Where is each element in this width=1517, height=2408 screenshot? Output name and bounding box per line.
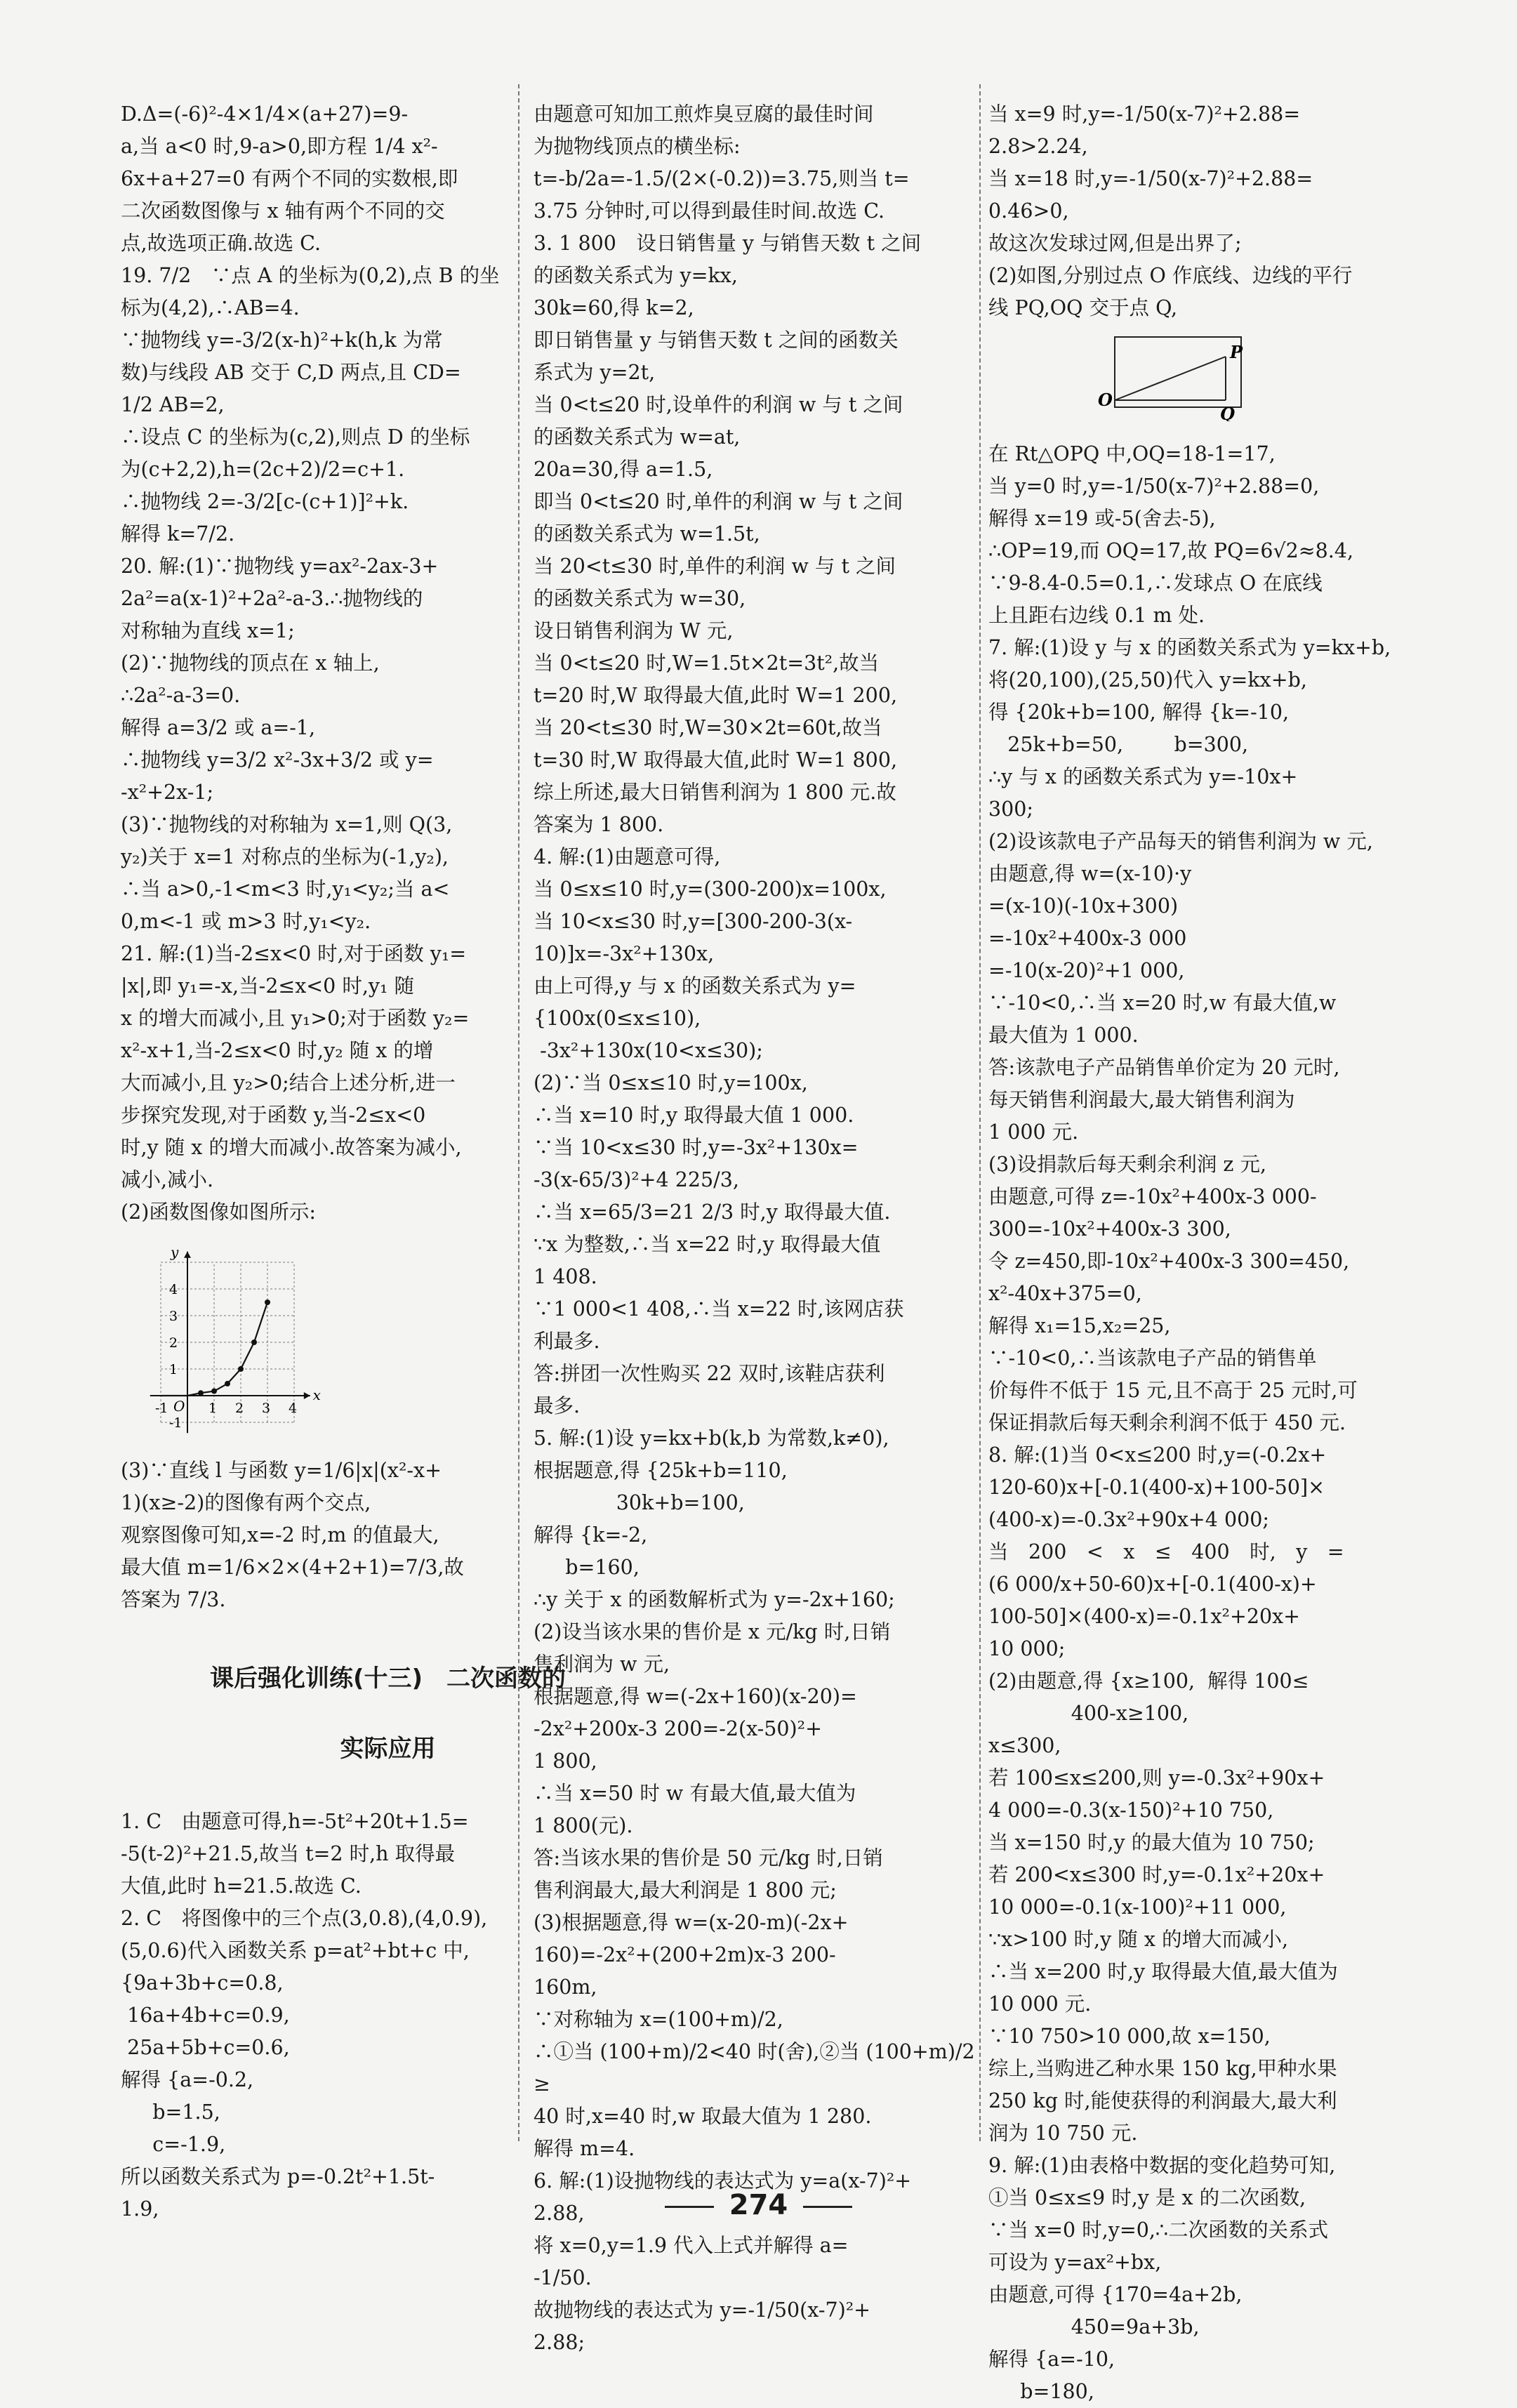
text-line: 润为 10 750 元. (988, 2122, 1138, 2145)
text-line: 观察图像可知,x=-2 时,m 的值最大, (121, 1523, 439, 1547)
text-line: 解得 m=4. (534, 2137, 635, 2160)
text-line: 1 000 元. (988, 1120, 1079, 1144)
x-axis-arrow (304, 1392, 310, 1399)
text-line: x²-x+1,当-2≤x<0 时,y₂ 随 x 的增 (121, 1039, 434, 1062)
function-graph (121, 1234, 605, 1448)
text-line: ∴y 与 x 的函数关系式为 y=-10x+ (988, 765, 1298, 788)
text-line: 解得 {k=-2, (534, 1523, 648, 1547)
text-line: 为抛物线顶点的横坐标: (534, 135, 741, 158)
text-line: 可设为 y=ax²+bx, (988, 2251, 1162, 2274)
text-line: 解得 a=3/2 或 a=-1, (121, 716, 316, 739)
text-line: 5. 解:(1)设 y=kx+b(k,b 为常数,k≠0), (534, 1427, 889, 1450)
text-line: 最大值为 1 000. (988, 1024, 1139, 1047)
text-line: 保证捐款后每天剩余利润不低于 450 元. (988, 1411, 1346, 1434)
text-line: 6x+a+27=0 有两个不同的实数根,即 (121, 167, 458, 190)
text-line: 1 800, (534, 1749, 597, 1773)
text-line: 设日销售利润为 W 元, (534, 619, 734, 642)
text-line: 由题意,可得 {170=4a+2b, (988, 2283, 1243, 2306)
text-line: 当 0<t≤20 时,设单件的利润 w 与 t 之间 (534, 393, 903, 416)
y-axis-label: y (171, 1243, 179, 1261)
solution-21-part3 (121, 1455, 605, 1616)
text-line: 1)(x≥-2)的图像有两个交点, (121, 1491, 371, 1514)
section-title-line2: 实际应用 (340, 1735, 436, 1763)
text-line: 解得 k=7/2. (121, 522, 235, 545)
text-line: 10 000; (988, 1637, 1066, 1660)
text-line: 30k=60,得 k=2, (534, 296, 694, 319)
text-line: 由题意,得 w=(x-10)·y (988, 862, 1192, 885)
x-tick-label: 4 (289, 1401, 298, 1416)
text-line: -3(x-65/3)²+4 225/3, (534, 1168, 739, 1191)
text-line: 的函数关系式为 w=at, (534, 425, 741, 449)
text-line: 30k+b=100, (534, 1491, 745, 1514)
text-line: 1. C 由题意可得,h=-5t²+20t+1.5= (121, 1810, 469, 1833)
text-line: (5,0.6)代入函数关系 p=at²+bt+c 中, (121, 1939, 470, 1962)
text-line: 最多. (534, 1394, 581, 1417)
text-line: 售利润最大,最大利润是 1 800 元; (534, 1879, 837, 1902)
text-line: 300=-10x²+400x-3 300, (988, 1217, 1231, 1241)
text-line: ∴当 x=50 时 w 有最大值,最大值为 (534, 1782, 856, 1805)
x-tick-label: 1 (208, 1401, 218, 1416)
x-tick-label: -1 (155, 1401, 168, 1416)
text-line: ∴设点 C 的坐标为(c,2),则点 D 的坐标 (121, 425, 470, 449)
text-line: 最大值 m=1/6×2×(4+2+1)=7/3,故 (121, 1556, 464, 1579)
text-line: (2)∵抛物线的顶点在 x 轴上, (121, 651, 380, 675)
text-line: ∵-10<0,∴当 x=20 时,w 有最大值,w (988, 991, 1337, 1014)
text-line: t=20 时,W 取得最大值,此时 W=1 200, (534, 684, 898, 707)
text-line: 250 kg 时,能使获得的利润最大,最大利 (988, 2089, 1337, 2112)
text-line: 100-50]×(400-x)=-0.1x²+20x+ (988, 1605, 1301, 1628)
text-line: 系式为 y=2t, (534, 361, 656, 384)
text-line: 为(c+2,2),h=(2c+2)/2=c+1. (121, 458, 405, 481)
court-rectangle-svg (1094, 330, 1262, 421)
text-line: 10 000=-0.1(x-100)²+11 000, (988, 1896, 1287, 1919)
text-line: (3)∵抛物线的对称轴为 x=1,则 Q(3, (121, 813, 453, 836)
text-line: 当 0<t≤20 时,W=1.5t×2t=3t²,故当 (534, 651, 880, 675)
text-line: 21. 解:(1)当-2≤x<0 时,对于函数 y₁= (121, 942, 467, 965)
text-line: 25k+b=50, b=300, (988, 733, 1249, 756)
text-line: a,当 a<0 时,9-a>0,即方程 1/4 x²- (121, 135, 438, 158)
text-line: 答:该款电子产品销售单价定为 20 元时, (988, 1056, 1340, 1079)
text-line: ∵对称轴为 x=(100+m)/2, (534, 2008, 783, 2031)
text-line: 10)]x=-3x²+130x, (534, 942, 715, 965)
column-left (121, 98, 605, 2225)
text-line: ∴当 x=200 时,y 取得最大值,最大值为 (988, 1960, 1338, 1983)
text-line: ∴当 x=65/3=21 2/3 时,y 取得最大值. (534, 1200, 891, 1224)
text-line: ①当 0≤x≤9 时,y 是 x 的二次函数, (988, 2186, 1306, 2209)
x-tick-label: 3 (262, 1401, 271, 1416)
text-line: D.Δ=(-6)²-4×1/4×(a+27)=9- (121, 102, 409, 126)
text-line: 上且距右边线 0.1 m 处. (988, 604, 1205, 627)
text-line: 时,y 随 x 的增大而减小.故答案为减小, (121, 1136, 462, 1159)
text-line: (2)设当该水果的售价是 x 元/kg 时,日销 (534, 1620, 891, 1643)
y-tick-label: 4 (169, 1282, 178, 1297)
text-line: 9. 解:(1)由表格中数据的变化趋势可知, (988, 2154, 1336, 2177)
label-o: O (1098, 390, 1113, 410)
text-line: -1/50. (534, 2266, 592, 2289)
text-line: 解得 x₁=15,x₂=25, (988, 1314, 1171, 1337)
text-line: (2)∵当 0≤x≤10 时,y=100x, (534, 1071, 808, 1094)
text-line: 2.88; (534, 2331, 585, 2354)
text-line: 2.88, (534, 2202, 585, 2225)
text-line: ∴抛物线 2=-3/2[c-(c+1)]²+k. (121, 490, 409, 513)
y-axis-arrow (184, 1252, 191, 1258)
text-line: b=160, (534, 1556, 640, 1579)
y-tick-label: 3 (169, 1309, 178, 1324)
text-line: ∵当 x=0 时,y=0,∴二次函数的关系式 (988, 2218, 1329, 2242)
section-title-line1: 课后强化训练(十三) 二次函数的 (209, 1665, 567, 1693)
text-line: 售利润为 w 元, (534, 1653, 670, 1676)
text-line: 答案为 7/3. (121, 1588, 226, 1611)
text-line: ∴2a²-a-3=0. (121, 684, 241, 707)
text-line: 由题意,可得 z=-10x²+400x-3 000- (988, 1185, 1317, 1208)
text-line: 减小,减小. (121, 1168, 214, 1191)
curve-point (198, 1390, 204, 1396)
solutions-2-6 (534, 98, 983, 2359)
text-line: ∴当 a>0,-1<m<3 时,y₁<y₂;当 a< (121, 878, 450, 901)
text-line: 10 000 元. (988, 1992, 1092, 2016)
text-line: 的函数关系式为 w=1.5t, (534, 522, 760, 545)
text-line: =(x-10)(-10x+300) (988, 894, 1179, 918)
label-q: Q (1220, 404, 1235, 421)
text-line: 当 y=0 时,y=-1/50(x-7)²+2.88=0, (988, 475, 1320, 498)
text-line: 3.75 分钟时,可以得到最佳时间.故选 C. (534, 199, 885, 223)
text-line: 若 200<x≤300 时,y=-0.1x²+20x+ (988, 1863, 1325, 1886)
text-line: ∴当 x=10 时,y 取得最大值 1 000. (534, 1104, 854, 1127)
text-line: 解得 x=19 或-5(舍去-5), (988, 507, 1216, 530)
text-line: 2a²=a(x-1)²+2a²-a-3.∴抛物线的 (121, 587, 423, 610)
text-line: ∴抛物线 y=3/2 x²-3x+3/2 或 y= (121, 748, 434, 772)
text-line: 3. 1 800 设日销售量 y 与销售天数 t 之间 (534, 232, 922, 255)
text-line: ∵抛物线 y=-3/2(x-h)²+k(h,k 为常 (121, 329, 443, 352)
text-line: 当 x=150 时,y 的最大值为 10 750; (988, 1831, 1315, 1854)
origin-label: O (173, 1398, 185, 1415)
text-line: ∵x 为整数,∴当 x=22 时,y 取得最大值 (534, 1233, 881, 1256)
text-line: 120-60)x+[-0.1(400-x)+100-50]× (988, 1476, 1325, 1499)
x-axis-label: x (312, 1387, 321, 1403)
text-line: x²-40x+375=0, (988, 1282, 1142, 1305)
text-line: 步探究发现,对于函数 y,当-2≤x<0 (121, 1104, 426, 1127)
text-line: (2)设该款电子产品每天的销售利润为 w 元, (988, 830, 1373, 853)
text-line: ∵10 750>10 000,故 x=150, (988, 2025, 1271, 2048)
text-line: 20a=30,得 a=1.5, (534, 458, 713, 481)
text-line: 线 PQ,OQ 交于点 Q, (988, 296, 1178, 319)
text-line: 0,m<-1 或 m>3 时,y₁<y₂. (121, 910, 371, 933)
y-tick-label: 1 (169, 1362, 178, 1377)
text-line: 在 Rt△OPQ 中,OQ=18-1=17, (988, 442, 1276, 465)
text-line: 根据题意,得 w=(-2x+160)(x-20)= (534, 1685, 857, 1708)
text-line: b=180, (988, 2380, 1094, 2403)
text-line: ∵1 000<1 408,∴当 x=22 时,该网店获 (534, 1297, 904, 1321)
text-line: 当 10<x≤30 时,y=[300-200-3(x- (534, 910, 853, 933)
text-line: 将(20,100),(25,50)代入 y=kx+b, (988, 668, 1307, 692)
text-line: 大值,此时 h=21.5.故选 C. (121, 1874, 362, 1898)
text-line: 1 408. (534, 1265, 597, 1288)
text-line: 当 0≤x≤10 时,y=(300-200)x=100x, (534, 878, 887, 901)
text-line: 解得 {a=-0.2, (121, 2068, 254, 2091)
text-line: 300; (988, 798, 1033, 821)
text-line: ∵-10<0,∴当该款电子产品的销售单 (988, 1347, 1317, 1370)
text-line: (3)∵直线 l 与函数 y=1/6|x|(x²-x+ (121, 1459, 442, 1482)
text-line: -3x²+130x(10<x≤30); (534, 1039, 763, 1062)
section-title (121, 1626, 605, 1801)
text-line: 故这次发球过网,但是出界了; (988, 232, 1242, 255)
text-line: 1/2 AB=2, (121, 393, 225, 416)
solutions-19-21 (121, 98, 605, 1229)
page-number: 274 (729, 2189, 788, 2221)
text-line: 每天销售利润最大,最大销售利润为 (988, 1088, 1295, 1111)
text-line: 当 200 < x ≤ 400 时, y = (988, 1540, 1344, 1563)
text-line: 由上可得,y 与 x 的函数关系式为 y= (534, 974, 856, 998)
text-line: 当 x=18 时,y=-1/50(x-7)²+2.88= (988, 167, 1313, 190)
solutions-6-9 (988, 438, 1473, 2408)
text-line: 4 000=-0.3(x-150)²+10 750, (988, 1799, 1274, 1822)
text-line: 当 x=9 时,y=-1/50(x-7)²+2.88= (988, 102, 1301, 126)
text-line: 价每件不低于 15 元,且不高于 25 元时,可 (988, 1379, 1358, 1402)
text-line: -x²+2x-1; (121, 781, 214, 804)
text-line: t=30 时,W 取得最大值,此时 W=1 800, (534, 748, 898, 772)
text-line: 答案为 1 800. (534, 813, 664, 836)
text-line: 综上,当购进乙种水果 150 kg,甲种水果 (988, 2057, 1337, 2080)
text-line: (6 000/x+50-60)x+[-0.1(400-x)+ (988, 1573, 1317, 1596)
text-line: 二次函数图像与 x 轴有两个不同的交 (121, 199, 445, 223)
x-tick-label: 2 (235, 1401, 244, 1416)
text-line: 40 时,x=40 时,w 取最大值为 1 280. (534, 2105, 872, 2128)
curve-point (265, 1299, 270, 1305)
text-line: 根据题意,得 {25k+b=110, (534, 1459, 788, 1482)
text-line: 大而减小,且 y₂>0;结合上述分析,进一 (121, 1071, 456, 1094)
page-footer (0, 2189, 1517, 2221)
text-line: -2x²+200x-3 200=-2(x-50)²+ (534, 1717, 822, 1740)
text-line: 20. 解:(1)∵抛物线 y=ax²-2ax-3+ (121, 555, 439, 578)
text-line: =-10(x-20)²+1 000, (988, 959, 1185, 982)
text-line: 即日销售量 y 与销售天数 t 之间的函数关 (534, 329, 899, 352)
y-tick-label: 2 (169, 1335, 178, 1351)
column-middle (534, 98, 983, 2359)
text-line: 的函数关系式为 y=kx, (534, 264, 738, 287)
text-line: 160)=-2x²+(200+2m)x-3 200- (534, 1943, 836, 1966)
text-line: 故抛物线的表达式为 y=-1/50(x-7)²+ (534, 2298, 871, 2322)
text-line: y₂)关于 x=1 对称点的坐标为(-1,y₂), (121, 845, 449, 868)
text-line: 6. 解:(1)设抛物线的表达式为 y=a(x-7)²+ (534, 2169, 912, 2192)
text-line: =-10x²+400x-3 000 (988, 927, 1187, 950)
text-line: 8. 解:(1)当 0<x≤200 时,y=(-0.2x+ (988, 1443, 1327, 1467)
text-line: 将 x=0,y=1.9 代入上式并解得 a= (534, 2234, 849, 2257)
court-rectangle-figure (988, 330, 1473, 431)
text-line: (2)由题意,得 {x≥100, 解得 100≤ (988, 1669, 1309, 1693)
text-line: (2)函数图像如图所示: (121, 1200, 316, 1224)
text-line: {100x(0≤x≤10), (534, 1007, 701, 1030)
text-line: 数)与线段 AB 交于 C,D 两点,且 CD= (121, 361, 461, 384)
curve-point (251, 1339, 257, 1345)
text-line: ∴y 关于 x 的函数解析式为 y=-2x+160; (534, 1588, 895, 1611)
text-line: {9a+3b+c=0.8, (121, 1971, 284, 1994)
text-line: x≤300, (988, 1734, 1061, 1757)
text-line: 450=9a+3b, (988, 2315, 1200, 2338)
text-line: 由题意可知加工煎炸臭豆腐的最佳时间 (534, 102, 874, 126)
text-line: 答:当该水果的售价是 50 元/kg 时,日销 (534, 1846, 883, 1870)
text-line: 19. 7/2 ∵点 A 的坐标为(0,2),点 B 的坐 (121, 264, 500, 287)
text-line: 当 20<t≤30 时,W=30×2t=60t,故当 (534, 716, 882, 739)
text-line: 2. C 将图像中的三个点(3,0.8),(4,0.9), (121, 1907, 488, 1930)
text-line: 160m, (534, 1976, 597, 1999)
text-line: (2)如图,分别过点 O 作底线、边线的平行 (988, 264, 1353, 287)
text-line: ∵x>100 时,y 随 x 的增大而减小, (988, 1928, 1289, 1951)
text-line: b=1.5, (121, 2101, 220, 2124)
text-line: 点,故选项正确.故选 C. (121, 232, 322, 255)
text-line: 得 {20k+b=100, 解得 {k=-10, (988, 701, 1290, 724)
curve-point (238, 1366, 244, 1372)
text-line: 16a+4b+c=0.9, (121, 2004, 290, 2027)
text-line: 解得 {a=-10, (988, 2348, 1115, 2371)
text-line: ∵9-8.4-0.5=0.1,∴发球点 O 在底线 (988, 571, 1323, 595)
text-line: 400-x≥100, (988, 1702, 1189, 1725)
text-line: 即当 0<t≤20 时,单件的利润 w 与 t 之间 (534, 490, 903, 513)
text-line: -5(t-2)²+21.5,故当 t=2 时,h 取得最 (121, 1842, 456, 1865)
text-line: 所以函数关系式为 p=-0.2t²+1.5t- (121, 2165, 435, 2188)
text-line: ∴①当 (100+m)/2<40 时(舍),②当 (100+m)/2≥ (534, 2040, 975, 2096)
text-line: 7. 解:(1)设 y 与 x 的函数关系式为 y=kx+b, (988, 636, 1391, 659)
text-line: t=-b/2a=-1.5/(2×(-0.2))=3.75,则当 t= (534, 167, 910, 190)
text-line: |x|,即 y₁=-x,当-2≤x<0 时,y₁ 随 (121, 974, 414, 998)
text-line: 1 800(元). (534, 1814, 633, 1837)
text-line: x 的增大而减小,且 y₁>0;对于函数 y₂= (121, 1007, 470, 1030)
column-right (988, 98, 1473, 2408)
curve-point (225, 1381, 230, 1387)
text-line: 利最多. (534, 1330, 600, 1353)
text-line: 令 z=450,即-10x²+400x-3 300=450, (988, 1250, 1350, 1273)
text-line: 25a+5b+c=0.6, (121, 2036, 290, 2059)
curve-point (211, 1389, 217, 1394)
text-line: (3)设捐款后每天剩余利润 z 元, (988, 1153, 1267, 1176)
text-line: 对称轴为直线 x=1; (121, 619, 295, 642)
text-line: (3)根据题意,得 w=(x-20-m)(-2x+ (534, 1911, 849, 1934)
text-line: 当 20<t≤30 时,单件的利润 w 与 t 之间 (534, 555, 896, 578)
y-tick-label: -1 (169, 1415, 183, 1431)
label-p: P (1230, 342, 1243, 362)
text-line: c=-1.9, (121, 2133, 226, 2156)
text-line: 4. 解:(1)由题意可得, (534, 845, 721, 868)
text-line: 0.46>0, (988, 199, 1069, 223)
text-line: 2.8>2.24, (988, 135, 1088, 158)
text-line: 1.9, (121, 2197, 159, 2221)
text-line: ∵当 10<x≤30 时,y=-3x²+130x= (534, 1136, 859, 1159)
function-graph-svg (121, 1234, 331, 1438)
text-line: ∴OP=19,而 OQ=17,故 PQ=6√2≈8.4, (988, 539, 1354, 562)
text-line: 答:拼团一次性购买 22 双时,该鞋店获利 (534, 1362, 885, 1385)
solution-6-continued (988, 98, 1473, 324)
text-line: 若 100≤x≤200,则 y=-0.3x²+90x+ (988, 1766, 1325, 1790)
exercise-1-2 (121, 1806, 605, 2225)
text-line: 综上所述,最大日销售利润为 1 800 元.故 (534, 781, 896, 804)
text-line: 的函数关系式为 w=30, (534, 587, 746, 610)
text-line: 标为(4,2),∴AB=4. (121, 296, 300, 319)
text-line: (400-x)=-0.3x²+90x+4 000; (988, 1508, 1269, 1531)
